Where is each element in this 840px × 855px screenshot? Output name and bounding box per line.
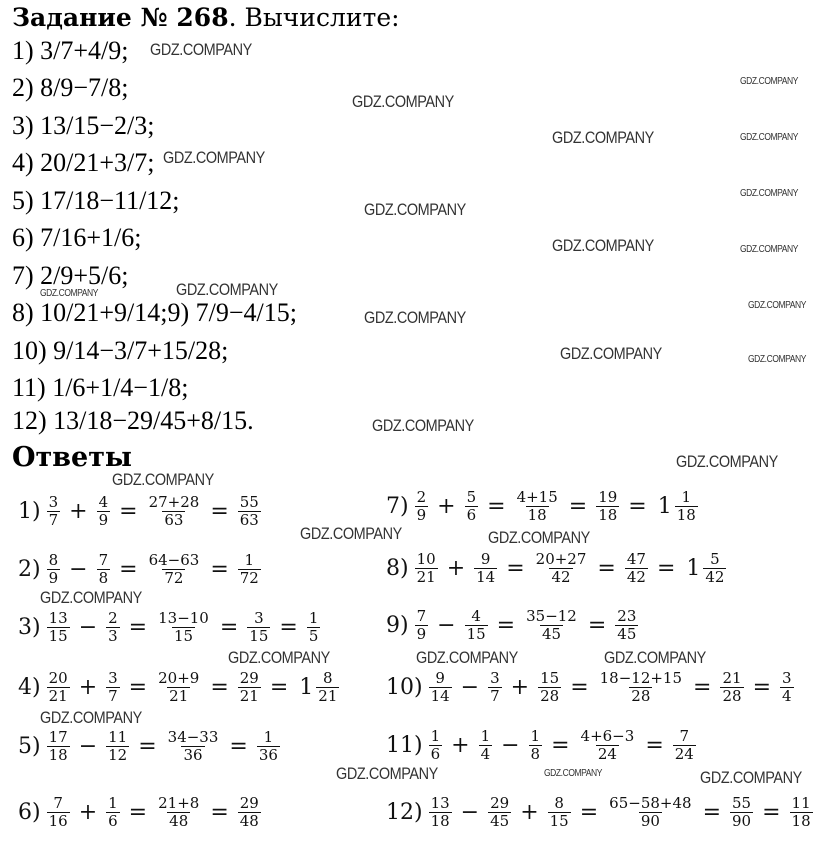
operator: =: [570, 675, 589, 700]
operator: =: [210, 557, 229, 582]
denominator: 21: [169, 687, 189, 705]
operator: =: [210, 499, 229, 524]
numerator: 8: [48, 551, 59, 569]
denominator: 7: [108, 687, 118, 705]
denominator: 90: [732, 812, 752, 830]
fraction: [479, 728, 493, 763]
task-instruction: . Вычислите:: [228, 3, 400, 32]
fraction: [465, 608, 488, 643]
denominator: 9: [416, 625, 427, 643]
denominator: 15: [466, 625, 486, 643]
watermark: GDZ.COMPANY: [700, 768, 802, 787]
denominator: 45: [617, 625, 637, 643]
operator: =: [762, 800, 781, 825]
watermark: GDZ.COMPANY: [372, 416, 474, 435]
denominator: 15: [48, 627, 68, 645]
fraction: [465, 489, 479, 524]
numerator: 4+15: [516, 488, 558, 506]
watermark: GDZ.COMPANY: [560, 344, 662, 363]
fraction: [106, 795, 120, 830]
task-item-4: 4) 20/21+3/7;: [12, 148, 155, 177]
denominator: 90: [640, 812, 660, 830]
denominator: 28: [540, 687, 560, 705]
answer-8: [386, 551, 728, 586]
answer-number: 8): [386, 556, 409, 581]
fraction: [548, 795, 571, 830]
denominator: 16: [48, 812, 68, 830]
denominator: 9: [98, 511, 109, 529]
numerator: 15: [540, 669, 560, 687]
numerator: 1: [430, 727, 441, 745]
task-item-7: 7) 2/9+5/6;: [12, 261, 129, 290]
operator: =: [656, 556, 676, 581]
fraction: [790, 795, 813, 830]
answer-5: [18, 729, 282, 764]
answer-number: 6): [18, 800, 41, 825]
task-item-6: 6) 7/16+1/6;: [12, 223, 142, 252]
watermark: GDZ.COMPANY: [352, 92, 454, 111]
numerator: 9: [480, 550, 491, 568]
watermark: GDZ.COMPANY: [740, 188, 798, 199]
watermark: GDZ.COMPANY: [364, 200, 466, 219]
numerator: 1: [108, 794, 118, 812]
numerator: 8: [554, 794, 564, 812]
answers-heading: Ответы: [12, 442, 132, 473]
numerator: 29: [490, 794, 510, 812]
denominator: 48: [239, 812, 259, 830]
denominator: 7: [490, 687, 500, 705]
watermark: GDZ.COMPANY: [163, 148, 265, 167]
fraction: [47, 552, 61, 587]
operator: −: [78, 734, 98, 759]
numerator: 2: [416, 488, 427, 506]
watermark: GDZ.COMPANY: [40, 288, 98, 299]
fraction: [534, 551, 589, 586]
page-title: [12, 2, 400, 34]
numerator: 21+8: [158, 794, 200, 812]
fraction: [515, 489, 560, 524]
watermark: GDZ.COMPANY: [488, 528, 590, 547]
task-item-11: 11) 1/6+1/4−1/8;: [12, 373, 189, 402]
answer-number: 9): [386, 613, 409, 638]
answer-1: [18, 494, 263, 529]
numerator: 1: [244, 551, 255, 569]
fraction: [166, 729, 221, 764]
fraction: [147, 552, 202, 587]
fraction: [47, 494, 61, 529]
answer-7: [386, 489, 700, 524]
denominator: 9: [416, 506, 427, 524]
fraction: [415, 551, 438, 586]
operator: =: [219, 615, 239, 640]
operator: −: [69, 557, 88, 582]
fraction: [675, 489, 698, 524]
fraction: [429, 728, 443, 763]
fraction: [47, 795, 70, 830]
fraction: [156, 670, 201, 705]
numerator: 1: [263, 728, 274, 746]
fraction: [106, 729, 129, 764]
denominator: 15: [249, 627, 269, 645]
fraction: [97, 552, 111, 587]
operator: =: [487, 494, 506, 519]
fraction: [47, 610, 70, 645]
numerator: 3: [254, 609, 264, 627]
operator: =: [597, 556, 616, 581]
operator: −: [501, 733, 520, 758]
answer-number: 7): [386, 494, 409, 519]
fraction: [238, 795, 261, 830]
operator: =: [229, 734, 248, 759]
fraction: [147, 494, 202, 529]
watermark: GDZ.COMPANY: [748, 354, 806, 365]
operator: =: [128, 800, 148, 825]
denominator: 4: [480, 745, 491, 763]
fraction: [474, 551, 497, 586]
denominator: 21: [48, 687, 68, 705]
numerator: 1: [681, 488, 692, 506]
fraction: [238, 670, 261, 705]
denominator: 28: [722, 687, 742, 705]
fraction: [429, 795, 452, 830]
fraction: [529, 728, 543, 763]
denominator: 24: [597, 745, 617, 763]
denominator: 15: [549, 812, 569, 830]
task-item-1: 1) 3/7+4/9;: [12, 36, 129, 65]
numerator: 9: [435, 669, 445, 687]
numerator: 21: [722, 669, 742, 687]
task-item-12: 12) 13/18−29/45+8/15.: [12, 406, 254, 435]
denominator: 45: [490, 812, 510, 830]
operator: =: [119, 499, 138, 524]
fraction: [538, 670, 561, 705]
fraction: [524, 608, 579, 643]
answer-number: 4): [18, 675, 41, 700]
operator: =: [269, 675, 289, 700]
denominator: 3: [108, 627, 118, 645]
watermark: GDZ.COMPANY: [676, 452, 778, 471]
denominator: 24: [674, 745, 694, 763]
fraction: [415, 608, 429, 643]
fraction: [429, 670, 452, 705]
operator: =: [119, 557, 138, 582]
fraction: [703, 551, 726, 586]
operator: +: [510, 675, 530, 700]
numerator: 1: [308, 609, 319, 627]
fraction: [307, 610, 321, 645]
answer-11: [386, 728, 698, 763]
operator: =: [138, 734, 157, 759]
numerator: 20+27: [535, 550, 587, 568]
fraction: [316, 670, 339, 705]
fraction: [598, 670, 684, 705]
task-number: Задание № 268: [12, 3, 229, 32]
denominator: 14: [430, 687, 450, 705]
numerator: 2: [108, 609, 118, 627]
numerator: 7: [53, 794, 63, 812]
numerator: 8: [323, 669, 333, 687]
numerator: 4+6−3: [580, 727, 635, 745]
answer-number: 11): [386, 733, 423, 758]
operator: =: [568, 494, 588, 519]
answer-12: [386, 795, 815, 830]
fraction: [673, 728, 696, 763]
operator: =: [279, 615, 298, 640]
watermark: GDZ.COMPANY: [150, 40, 252, 59]
denominator: 42: [551, 568, 571, 586]
numerator: 4: [471, 607, 481, 625]
watermark: GDZ.COMPANY: [228, 648, 330, 667]
fraction: [47, 729, 70, 764]
numerator: 23: [617, 607, 637, 625]
denominator: 72: [164, 569, 184, 587]
operator: =: [693, 675, 712, 700]
numerator: 7: [679, 727, 690, 745]
answer-number: 12): [386, 800, 423, 825]
answer-number: 3): [18, 615, 41, 640]
denominator: 36: [183, 746, 203, 764]
numerator: 55: [239, 493, 259, 511]
watermark: GDZ.COMPANY: [300, 524, 402, 543]
numerator: 13−10: [158, 609, 209, 627]
numerator: 7: [416, 607, 427, 625]
numerator: 3: [48, 493, 59, 511]
fraction: [625, 551, 648, 586]
denominator: 18: [48, 746, 68, 764]
numerator: 18−12+15: [599, 669, 683, 687]
operator: +: [520, 800, 539, 825]
numerator: 27+28: [148, 493, 200, 511]
denominator: 48: [169, 812, 189, 830]
denominator: 63: [239, 511, 259, 529]
operator: =: [210, 675, 229, 700]
denominator: 8: [98, 569, 109, 587]
answer-9: [386, 608, 640, 643]
numerator: 20: [48, 669, 68, 687]
numerator: 11: [791, 794, 811, 812]
numerator: 5: [466, 488, 477, 506]
task-item-10: 10) 9/14−3/7+15/28;: [12, 336, 229, 365]
watermark: GDZ.COMPANY: [40, 708, 142, 727]
numerator: 3: [782, 669, 792, 687]
watermark: GDZ.COMPANY: [552, 236, 654, 255]
answer-number: 2): [18, 557, 41, 582]
numerator: 47: [626, 550, 646, 568]
numerator: 1: [530, 727, 541, 745]
operator: =: [587, 613, 607, 638]
fraction: [720, 670, 743, 705]
denominator: 6: [466, 506, 477, 524]
numerator: 1: [480, 727, 491, 745]
fraction: [415, 489, 429, 524]
numerator: 29: [239, 794, 259, 812]
watermark: GDZ.COMPANY: [364, 308, 466, 327]
operator: −: [437, 613, 456, 638]
denominator: 4: [782, 687, 792, 705]
denominator: 21: [239, 687, 259, 705]
denominator: 12: [108, 746, 128, 764]
fraction: [615, 608, 638, 643]
denominator: 5: [308, 627, 319, 645]
task-item-5: 5) 17/18−11/12;: [12, 186, 180, 215]
operator: +: [78, 675, 98, 700]
numerator: 4: [98, 493, 109, 511]
numerator: 64−63: [148, 551, 200, 569]
answer-number: 1): [18, 499, 41, 524]
watermark: GDZ.COMPANY: [336, 764, 438, 783]
whole-part: 1: [299, 675, 314, 700]
answer-4: [18, 670, 341, 705]
numerator: 17: [48, 728, 68, 746]
operator: +: [451, 733, 470, 758]
fraction: [156, 610, 211, 645]
answer-2: [18, 552, 263, 587]
numerator: 65−58+48: [609, 794, 692, 812]
denominator: 21: [416, 568, 436, 586]
fraction: [488, 670, 502, 705]
denominator: 18: [791, 812, 811, 830]
operator: =: [645, 733, 664, 758]
operator: +: [78, 800, 98, 825]
fraction: [488, 795, 511, 830]
fraction: [247, 610, 270, 645]
whole-part: 1: [657, 494, 672, 519]
watermark: GDZ.COMPANY: [552, 128, 654, 147]
denominator: 36: [258, 746, 278, 764]
fraction: [156, 795, 201, 830]
denominator: 9: [48, 569, 59, 587]
operator: +: [437, 494, 456, 519]
numerator: 5: [710, 550, 720, 568]
operator: =: [579, 800, 599, 825]
fraction: [97, 494, 111, 529]
operator: =: [128, 675, 148, 700]
watermark: GDZ.COMPANY: [176, 280, 278, 299]
task-item-2: 2) 8/9−7/8;: [12, 73, 129, 102]
denominator: 28: [631, 687, 651, 705]
denominator: 72: [239, 569, 259, 587]
denominator: 14: [476, 568, 496, 586]
task-item-3: 3) 13/15−2/3;: [12, 111, 155, 140]
numerator: 29: [239, 669, 259, 687]
operator: =: [128, 615, 148, 640]
numerator: 7: [98, 551, 109, 569]
numerator: 3: [108, 669, 118, 687]
denominator: 42: [626, 568, 646, 586]
fraction: [106, 610, 120, 645]
fraction: [47, 670, 70, 705]
operator: =: [752, 675, 771, 700]
denominator: 6: [108, 812, 118, 830]
answer-10: [386, 670, 796, 705]
operator: =: [210, 800, 229, 825]
fraction: [257, 729, 280, 764]
numerator: 11: [108, 728, 128, 746]
watermark: GDZ.COMPANY: [604, 648, 706, 667]
task-item-8: 8) 10/21+9/14;9) 7/9−4/15;: [12, 298, 297, 327]
denominator: 45: [541, 625, 562, 643]
watermark: GDZ.COMPANY: [748, 300, 806, 311]
fraction: [607, 795, 693, 830]
fraction: [780, 670, 794, 705]
watermark: GDZ.COMPANY: [112, 470, 214, 489]
operator: =: [551, 733, 570, 758]
denominator: 63: [164, 511, 184, 529]
operator: +: [446, 556, 466, 581]
watermark: GDZ.COMPANY: [740, 76, 798, 87]
fraction: [238, 494, 261, 529]
denominator: 8: [530, 745, 541, 763]
operator: +: [69, 499, 88, 524]
numerator: 20+9: [158, 669, 200, 687]
watermark: GDZ.COMPANY: [416, 648, 518, 667]
numerator: 55: [732, 794, 752, 812]
numerator: 3: [490, 669, 500, 687]
operator: =: [628, 494, 647, 519]
numerator: 34−33: [167, 728, 219, 746]
operator: −: [460, 675, 480, 700]
fraction: [238, 552, 261, 587]
operator: =: [702, 800, 722, 825]
watermark: GDZ.COMPANY: [544, 768, 602, 779]
watermark: GDZ.COMPANY: [740, 132, 798, 143]
fraction: [596, 489, 619, 524]
operator: −: [78, 615, 98, 640]
answer-number: 10): [386, 675, 423, 700]
operator: =: [496, 613, 516, 638]
numerator: 13: [430, 794, 450, 812]
numerator: 13: [48, 609, 68, 627]
fraction: [106, 670, 120, 705]
answer-6: [18, 795, 263, 830]
numerator: 19: [598, 488, 618, 506]
denominator: 6: [430, 745, 441, 763]
denominator: 18: [430, 812, 450, 830]
denominator: 42: [705, 568, 725, 586]
fraction: [579, 728, 637, 763]
denominator: 21: [318, 687, 338, 705]
fraction: [730, 795, 753, 830]
operator: =: [506, 556, 525, 581]
answer-number: 5): [18, 734, 41, 759]
numerator: 10: [416, 550, 436, 568]
watermark: GDZ.COMPANY: [740, 244, 798, 255]
denominator: 18: [676, 506, 696, 524]
numerator: 35−12: [526, 607, 577, 625]
denominator: 7: [48, 511, 59, 529]
operator: −: [460, 800, 480, 825]
watermark: GDZ.COMPANY: [40, 588, 142, 607]
answer-3: [18, 610, 322, 645]
denominator: 18: [527, 506, 547, 524]
denominator: 18: [598, 506, 618, 524]
whole-part: 1: [686, 556, 701, 581]
denominator: 15: [173, 627, 194, 645]
